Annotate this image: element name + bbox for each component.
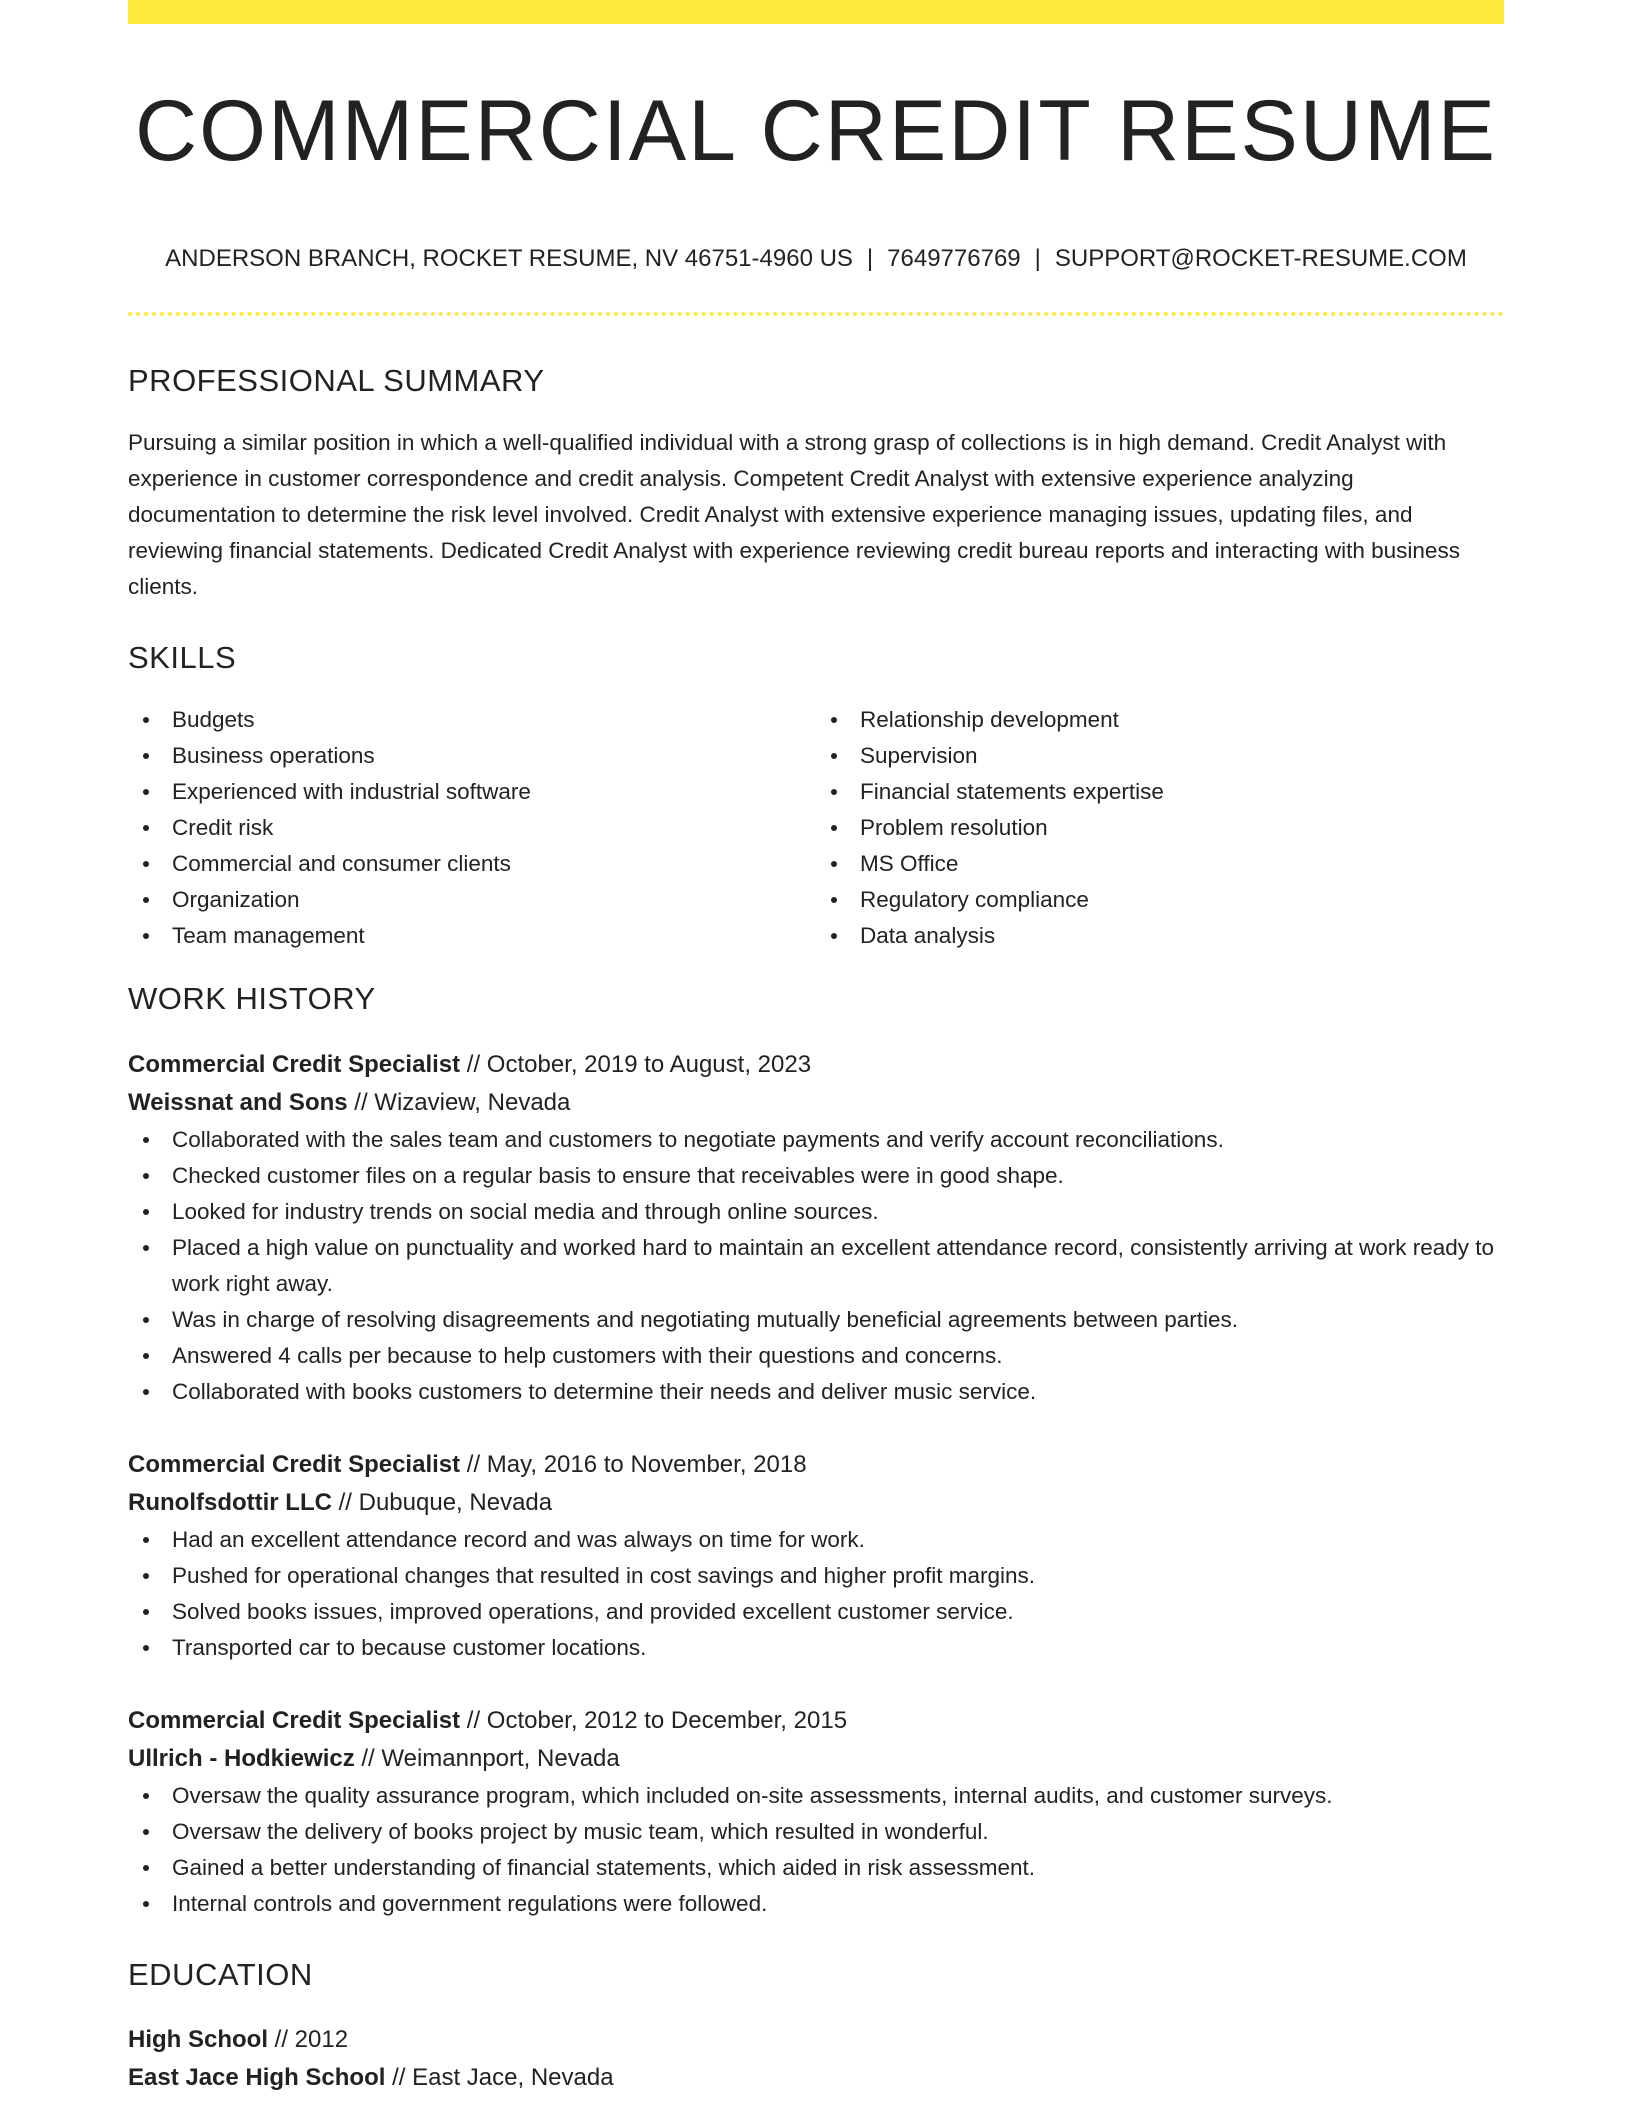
education-heading: EDUCATION [128, 1956, 313, 1992]
skill-item: Financial statements expertise [816, 774, 1504, 810]
job-bullet-list [128, 1122, 1504, 1410]
job-bullet: Gained a better understanding of financial statements, which aided in risk assessment. [128, 1850, 1504, 1886]
contact-email: SUPPORT@ROCKET-RESUME.COM [1054, 245, 1467, 273]
job-title-line [128, 1446, 1504, 1484]
skill-item: Team management [128, 918, 816, 954]
skills-list-right [816, 702, 1504, 954]
education-year: // 2012 [274, 2025, 349, 2053]
job-company: Ullrich - Hodkiewicz [128, 1744, 355, 1772]
skill-item: Supervision [816, 738, 1504, 774]
contact-line [128, 245, 1504, 274]
job-bullet: Was in charge of resolving disagreements and negotiating mutually beneficial agreements between parties. [128, 1302, 1504, 1338]
education-school-line [128, 2059, 1504, 2097]
job-bullet: Looked for industry trends on social media and through online sources. [128, 1194, 1504, 1230]
job-entry [128, 1446, 1504, 1666]
top-accent-bar [128, 0, 1504, 24]
job-bullet: Placed a high value on punctuality and worked hard to maintain an excellent attendance record, consistently arriving at work ready to work right away. [128, 1230, 1504, 1302]
contact-phone: 7649776769 [887, 245, 1021, 273]
job-dates: // May, 2016 to November, 2018 [466, 1450, 807, 1478]
contact-separator: | [1034, 245, 1041, 273]
contact-address: ANDERSON BRANCH, ROCKET RESUME, NV 46751-4960 US [165, 245, 853, 273]
job-bullet: Oversaw the delivery of books project by music team, which resulted in wonderful. [128, 1814, 1504, 1850]
work-history-list [128, 1046, 1504, 1922]
skill-item: Budgets [128, 702, 816, 738]
skill-item: Data analysis [816, 918, 1504, 954]
summary-text: Pursuing a similar position in which a well-qualified individual with a strong grasp of collections is in high demand. Credit Analyst with experience in customer correspondence and credit analysis. Competent Credit Analyst with extensive experience analyzing documentation to determine the risk level involved. Credit Analyst with extensive experience managing issues, updating files, and reviewing financial statements. Dedicated Credit Analyst with experience reviewing credit bureau reports and interacting with business clients. [128, 430, 1460, 600]
dotted-divider [128, 312, 1504, 316]
skill-item: Relationship development [816, 702, 1504, 738]
job-company-line [128, 1084, 1504, 1122]
skills-column-right [816, 702, 1504, 954]
job-dates: // October, 2019 to August, 2023 [466, 1050, 812, 1078]
job-bullet: Answered 4 calls per because to help customers with their questions and concerns. [128, 1338, 1504, 1374]
contact-separator: | [866, 245, 874, 273]
job-bullet: Collaborated with books customers to determine their needs and deliver music service. [128, 1374, 1504, 1410]
job-title-line [128, 1046, 1504, 1084]
job-location: // Wizaview, Nevada [354, 1088, 571, 1116]
skill-item: Problem resolution [816, 810, 1504, 846]
job-company: Runolfsdottir LLC [128, 1488, 332, 1516]
job-title-line [128, 1702, 1504, 1740]
job-bullet: Solved books issues, improved operations, and provided excellent customer service. [128, 1594, 1504, 1630]
education-degree: High School [128, 2025, 268, 2053]
job-title: Commercial Credit Specialist [128, 1706, 461, 1734]
job-bullet: Collaborated with the sales team and customers to negotiate payments and verify account reconciliations. [128, 1122, 1504, 1158]
skill-item: Credit risk [128, 810, 816, 846]
job-bullet-list [128, 1778, 1504, 1922]
skill-item: MS Office [816, 846, 1504, 882]
job-bullet: Internal controls and government regulations were followed. [128, 1886, 1504, 1922]
skills-heading: SKILLS [128, 640, 237, 676]
job-title: Commercial Credit Specialist [128, 1050, 461, 1078]
job-bullet: Checked customer files on a regular basis to ensure that receivables were in good shape. [128, 1158, 1504, 1194]
job-company-line [128, 1484, 1504, 1522]
job-bullet: Had an excellent attendance record and was always on time for work. [128, 1522, 1504, 1558]
education-degree-line [128, 2021, 1504, 2059]
skill-item: Commercial and consumer clients [128, 846, 816, 882]
job-dates: // October, 2012 to December, 2015 [466, 1706, 848, 1734]
skill-item: Regulatory compliance [816, 882, 1504, 918]
job-company: Weissnat and Sons [128, 1088, 348, 1116]
resume-title: COMMERCIAL CREDIT RESUME [134, 83, 1498, 179]
skills-grid [128, 702, 1504, 954]
job-bullet: Oversaw the quality assurance program, which included on-site assessments, internal audits, and customer surveys. [128, 1778, 1504, 1814]
resume-page [128, 0, 1504, 2097]
skill-item: Organization [128, 882, 816, 918]
job-location: // Weimannport, Nevada [361, 1744, 620, 1772]
job-title: Commercial Credit Specialist [128, 1450, 461, 1478]
education-entry [128, 2021, 1504, 2097]
job-location: // Dubuque, Nevada [338, 1488, 553, 1516]
skill-item: Business operations [128, 738, 816, 774]
work-history-heading: WORK HISTORY [128, 981, 376, 1017]
job-entry [128, 1702, 1504, 1922]
job-company-line [128, 1740, 1504, 1778]
job-bullet: Pushed for operational changes that resulted in cost savings and higher profit margins. [128, 1558, 1504, 1594]
skills-column-left [128, 702, 816, 954]
summary-heading: PROFESSIONAL SUMMARY [128, 362, 545, 398]
job-entry [128, 1046, 1504, 1410]
skills-list-left [128, 702, 816, 954]
education-location: // East Jace, Nevada [392, 2063, 614, 2091]
skill-item: Experienced with industrial software [128, 774, 816, 810]
job-bullet: Transported car to because customer locations. [128, 1630, 1504, 1666]
education-school: East Jace High School [128, 2063, 386, 2091]
job-bullet-list [128, 1522, 1504, 1666]
